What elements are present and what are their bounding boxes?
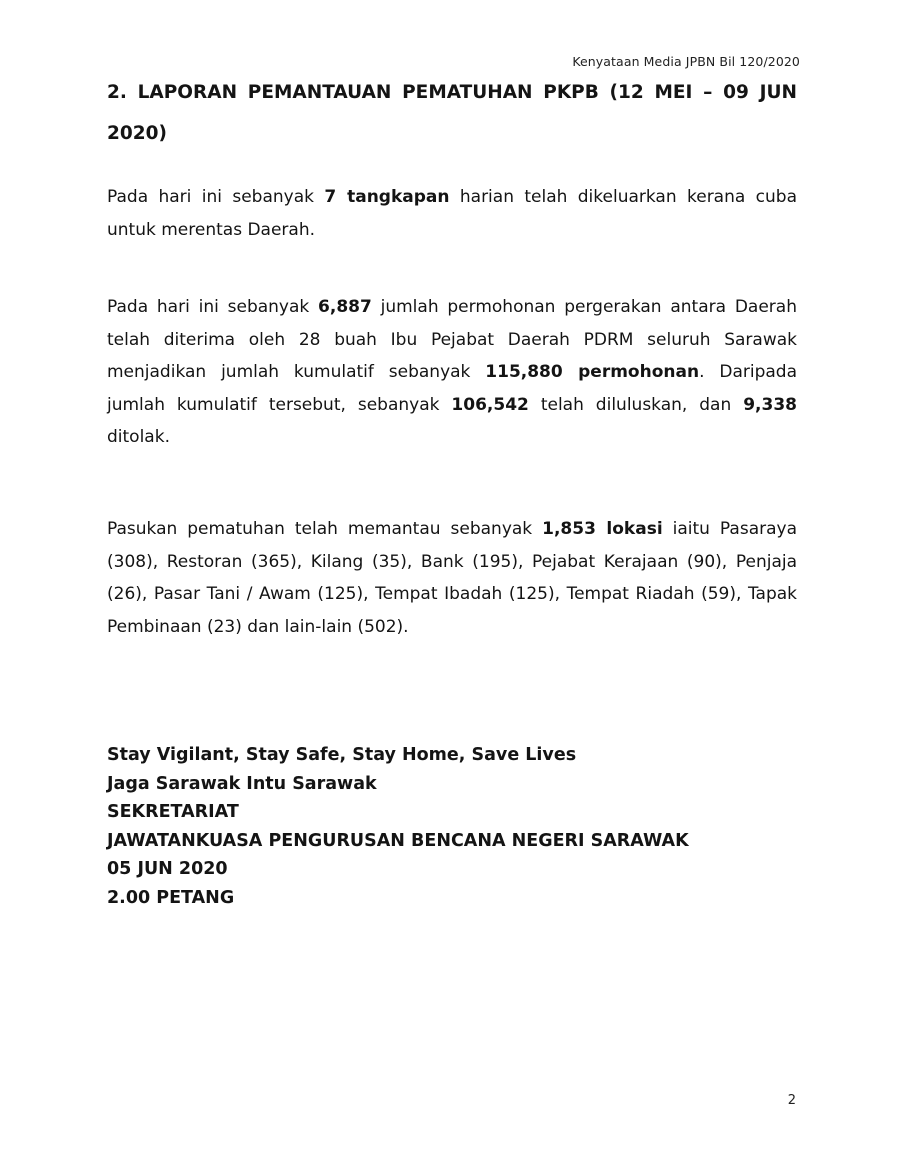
section-title: 2. LAPORAN PEMANTAUAN PEMATUHAN PKPB (12 MEI – 09 JUN 2020): [107, 82, 797, 144]
page-number: 2: [787, 1093, 796, 1108]
paragraph-text: Pada hari ini sebanyak: [107, 297, 319, 317]
issue-date: 05 JUN 2020: [107, 859, 228, 879]
slogan: Stay Vigilant, Stay Safe, Stay Home, Save Lives: [107, 745, 577, 765]
issue-time: 2.00 PETANG: [107, 887, 235, 908]
paragraph-applications: [107, 291, 797, 454]
committee-name: JAWATANKUASA PENGURUSAN BENCANA NEGERI SARAWAK: [107, 830, 689, 851]
paragraph-text: Pasukan pematuhan telah memantau sebanyak: [107, 519, 543, 539]
arrest-count: 7 tangkapan: [324, 187, 450, 207]
daily-applications: 6,887: [318, 297, 372, 317]
secretariat-label: SEKRETARIAT: [107, 802, 239, 822]
rejected-count: 9,338: [743, 394, 797, 415]
paragraph-text: jumlah permohonan pergerakan antara Daerah telah diterima oleh 28 buah Ibu Pejabat Daerah PDRM seluruh Sarawak menjadikan jumlah kumulatif sebanyak: [107, 297, 797, 382]
paragraph-text: harian telah dikeluarkan kerana cuba untuk merentas Daerah.: [107, 187, 798, 240]
closing-block: [107, 741, 689, 912]
slogan-local: Jaga Sarawak Intu Sarawak: [107, 773, 377, 794]
paragraph-text: iaitu Pasaraya (308), Restoran (365), Kilang (35), Bank (195), Pejabat Kerajaan (90), Penjaja (26), Pasar Tani / Awam (125), Tempat Ibadah (125), Tempat Riadah (59), Tapak Pembinaan (23) dan lain-lain (502).: [107, 519, 797, 637]
paragraph-text: . Daripada jumlah kumulatif tersebut, sebanyak: [107, 362, 797, 415]
paragraph-locations: [107, 513, 797, 643]
paragraph-text: telah diluluskan, dan: [528, 394, 744, 415]
approved-count: 106,542: [451, 394, 529, 415]
paragraph-text: Pada hari ini sebanyak: [107, 187, 325, 207]
document-reference: Kenyataan Media JPBN Bil 120/2020: [572, 54, 800, 69]
cumulative-applications: 115,880 permohonan: [485, 362, 700, 382]
paragraph-arrests: [107, 181, 797, 246]
location-count: 1,853 lokasi: [542, 519, 663, 539]
paragraph-text: ditolak.: [107, 427, 170, 447]
